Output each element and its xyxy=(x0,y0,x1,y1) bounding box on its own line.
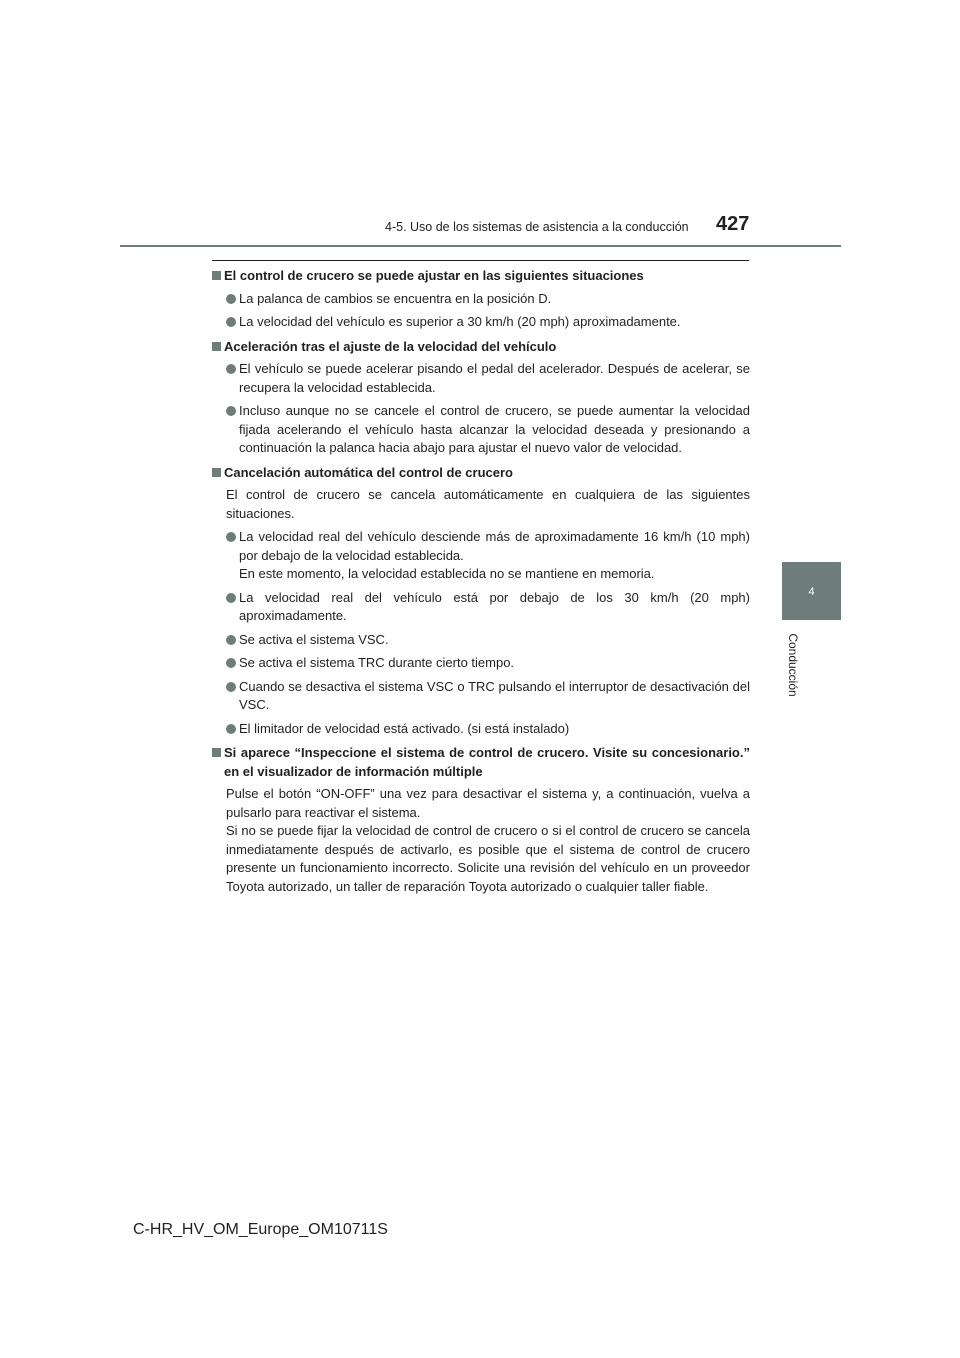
document-id: C-HR_HV_OM_Europe_OM10711S xyxy=(133,1221,388,1238)
section-heading-text: Aceleración tras el ajuste de la velocidad del vehículo xyxy=(224,338,557,354)
paragraph-1: Pulse el botón “ON-OFF” una vez para desactivar el sistema y, a continuación, vuelva a pulsarlo para reactivar el sistema. xyxy=(226,786,750,820)
circle-bullet-icon xyxy=(226,593,236,603)
list-item-text: Se activa el sistema VSC. xyxy=(239,631,389,647)
list-item xyxy=(226,290,750,309)
square-bullet-icon xyxy=(212,342,221,351)
list-item xyxy=(226,360,750,397)
list-item xyxy=(226,720,750,739)
list-item-text: Incluso aunque no se cancele el control de crucero, se puede aumentar la velocidad fijada acelerando el vehículo hasta alcanzar la velocidad deseada y presionando a continuación la palanca hacia abajo para ajustar el nuevo valor de velocidad. xyxy=(239,403,750,455)
circle-bullet-icon xyxy=(226,532,236,542)
square-bullet-icon xyxy=(212,468,221,477)
header-divider xyxy=(120,245,841,247)
list-item xyxy=(226,631,750,650)
section-intro: El control de crucero se cancela automáticamente en cualquiera de las siguientes situaciones. xyxy=(226,487,750,521)
chapter-tab xyxy=(782,562,841,620)
list-item xyxy=(226,589,750,626)
circle-bullet-icon xyxy=(226,317,236,327)
list-item xyxy=(226,528,750,584)
list-item-text xyxy=(239,528,750,584)
list-item xyxy=(226,313,750,332)
content-top-divider xyxy=(212,260,749,261)
page-content xyxy=(212,267,750,901)
circle-bullet-icon xyxy=(226,724,236,734)
circle-bullet-icon xyxy=(226,682,236,692)
page-header xyxy=(0,0,960,250)
section-heading-text: El control de crucero se puede ajustar en las siguientes situaciones xyxy=(224,268,644,283)
section-heading xyxy=(212,338,750,357)
square-bullet-icon xyxy=(212,748,221,757)
list-item-text: La velocidad del vehículo es superior a 30 km/h (20 mph) aproximadamente. xyxy=(239,314,681,329)
list-item-text: La palanca de cambios se encuentra en la posición D. xyxy=(239,290,552,306)
chapter-tab-number: 4 xyxy=(808,586,815,598)
list-item-text-main: La velocidad real del vehículo desciende más de aproximadamente 16 km/h (10 mph) por debajo de la velocidad establecida. xyxy=(239,529,750,563)
list-item xyxy=(226,654,750,673)
list-item-text: El vehículo se puede acelerar pisando el pedal del acelerador. Después de acelerar, se recupera la velocidad establecida. xyxy=(239,361,750,395)
page-number: 427 xyxy=(716,213,750,235)
circle-bullet-icon xyxy=(226,658,236,668)
section-paragraph xyxy=(226,785,750,896)
circle-bullet-icon xyxy=(226,406,236,416)
section-heading xyxy=(212,744,750,781)
paragraph-2: Si no se puede fijar la velocidad de control de crucero o si el control de crucero se cancela inmediatamente después de activarlo, es posible que el sistema de control de crucero presente un funcionamiento incorrecto. Solicite una revisión del vehículo en un proveedor Toyota autorizado, un taller de reparación Toyota autorizado o cualquier taller fiable. xyxy=(226,823,750,894)
list-item xyxy=(226,402,750,458)
circle-bullet-icon xyxy=(226,294,236,304)
section-heading-text: Si aparece “Inspeccione el sistema de control de crucero. Visite su concesionario.” en el visualizador de información múltiple xyxy=(224,745,750,779)
square-bullet-icon xyxy=(212,271,221,280)
section-heading xyxy=(212,464,750,483)
circle-bullet-icon xyxy=(226,364,236,374)
section-title: 4-5. Uso de los sistemas de asistencia a la conducción xyxy=(385,220,689,234)
circle-bullet-icon xyxy=(226,635,236,645)
section-heading-text: Cancelación automática del control de crucero xyxy=(224,464,513,480)
list-item-text: La velocidad real del vehículo está por debajo de los 30 km/h (20 mph) aproximadamente. xyxy=(239,589,750,623)
list-item-text: Cuando se desactiva el sistema VSC o TRC pulsando el interruptor de desactivación del VSC. xyxy=(239,678,750,712)
list-item-text: Se activa el sistema TRC durante cierto tiempo. xyxy=(239,655,515,670)
section-heading xyxy=(212,267,750,286)
list-item-note: En este momento, la velocidad establecida no se mantiene en memoria. xyxy=(239,566,655,581)
list-item xyxy=(226,678,750,715)
list-item-text: El limitador de velocidad está activado. (si está instalado) xyxy=(239,720,570,736)
chapter-tab-label: Conducción xyxy=(786,633,800,697)
